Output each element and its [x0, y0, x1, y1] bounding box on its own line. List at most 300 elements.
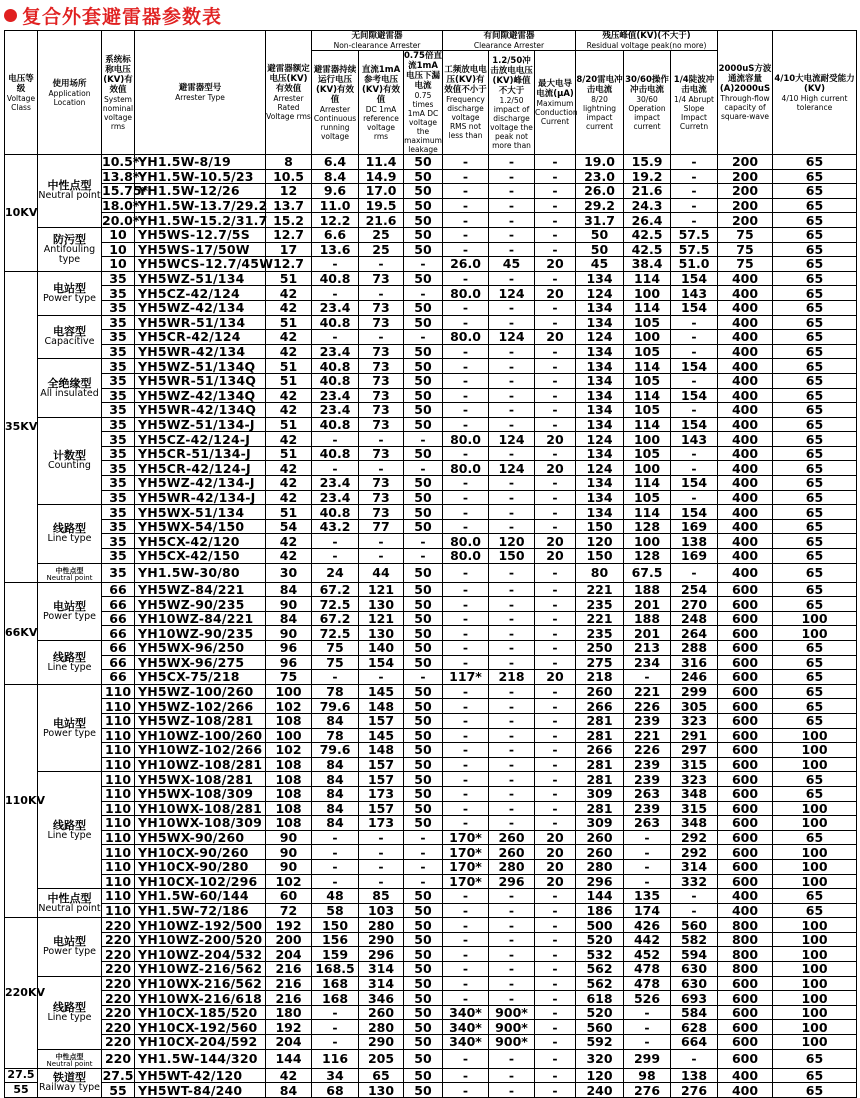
mcov-cell: 24: [312, 563, 359, 582]
operation-cell: -: [624, 859, 671, 874]
operation-cell: 426: [624, 918, 671, 933]
system-voltage-cell: 35: [102, 388, 135, 403]
leakage-cell: 50: [404, 315, 443, 330]
impulse-discharge-cell: -: [489, 169, 535, 184]
high-current-cell: 100: [773, 801, 857, 816]
table-row: [5, 947, 857, 962]
arrester-type-cell: YH5WS-17/50W: [135, 242, 266, 257]
power-freq-cell: 26.0: [443, 257, 489, 272]
impulse-discharge-cell: 280: [489, 859, 535, 874]
arrester-type-cell: YH5WZ-51/134-J: [135, 417, 266, 432]
power-freq-cell: 170*: [443, 830, 489, 845]
high-current-cell: 65: [773, 597, 857, 612]
rated-voltage-cell: 42: [266, 1068, 312, 1083]
header-system-voltage: 系统标称电压(KV)有效值 System nominal voltage rms: [102, 31, 135, 155]
operation-cell: 114: [624, 271, 671, 286]
arrester-type-cell: YH10WZ-100/260: [135, 728, 266, 743]
voltage-class-cell: 55: [5, 1083, 38, 1098]
arrester-type-cell: YH5WZ-51/134Q: [135, 359, 266, 374]
operation-cell: 114: [624, 505, 671, 520]
conduction-cell: -: [535, 242, 576, 257]
conduction-cell: -: [535, 626, 576, 641]
table-row: [5, 227, 857, 242]
impulse-discharge-cell: -: [489, 728, 535, 743]
voltage-class-cell: 220KV: [5, 918, 38, 1068]
rated-voltage-cell: 12.7: [266, 257, 312, 272]
impulse-discharge-cell: 260: [489, 845, 535, 860]
high-current-cell: 65: [773, 830, 857, 845]
operation-cell: 263: [624, 786, 671, 801]
square-wave-cell: 600: [718, 801, 773, 816]
operation-cell: 26.4: [624, 213, 671, 228]
rated-voltage-cell: 216: [266, 991, 312, 1006]
header-dc1ma: 直流1mA参考电压(KV)有效值 DC 1mA reference voltage rms: [359, 51, 404, 155]
conduction-cell: -: [535, 932, 576, 947]
dc1ma-cell: 73: [359, 359, 404, 374]
lightning-cell: 120: [576, 534, 624, 549]
rated-voltage-cell: 108: [266, 772, 312, 787]
operation-cell: -: [624, 670, 671, 685]
steep-cell: 315: [671, 757, 718, 772]
mcov-cell: 40.8: [312, 417, 359, 432]
square-wave-cell: 400: [718, 446, 773, 461]
leakage-cell: 50: [404, 1068, 443, 1083]
conduction-cell: -: [535, 582, 576, 597]
impulse-discharge-cell: 124: [489, 461, 535, 476]
rated-voltage-cell: 84: [266, 582, 312, 597]
mcov-cell: 78: [312, 728, 359, 743]
leakage-cell: 50: [404, 743, 443, 758]
mcov-cell: 79.6: [312, 699, 359, 714]
system-voltage-cell: 35: [102, 373, 135, 388]
lightning-cell: 235: [576, 597, 624, 612]
power-freq-cell: 117*: [443, 670, 489, 685]
impulse-discharge-cell: -: [489, 446, 535, 461]
dc1ma-cell: 290: [359, 932, 404, 947]
system-voltage-cell: 35: [102, 330, 135, 345]
conduction-cell: -: [535, 388, 576, 403]
power-freq-cell: -: [443, 490, 489, 505]
high-current-cell: 100: [773, 611, 857, 626]
rated-voltage-cell: 42: [266, 403, 312, 418]
impulse-discharge-cell: -: [489, 519, 535, 534]
conduction-cell: -: [535, 655, 576, 670]
dc1ma-cell: 65: [359, 1068, 404, 1083]
table-row: [5, 976, 857, 991]
lightning-cell: 260: [576, 684, 624, 699]
square-wave-cell: 600: [718, 1035, 773, 1050]
mcov-cell: 150: [312, 918, 359, 933]
rated-voltage-cell: 108: [266, 786, 312, 801]
high-current-cell: 100: [773, 947, 857, 962]
rated-voltage-cell: 75: [266, 670, 312, 685]
steep-cell: 154: [671, 359, 718, 374]
arrester-type-cell: YH5WT-84/240: [135, 1083, 266, 1098]
steep-cell: 299: [671, 684, 718, 699]
arrester-type-cell: YH5WZ-102/266: [135, 699, 266, 714]
steep-cell: -: [671, 169, 718, 184]
steep-cell: 630: [671, 976, 718, 991]
power-freq-cell: 80.0: [443, 461, 489, 476]
system-voltage-cell: 110: [102, 889, 135, 904]
conduction-cell: 20: [535, 432, 576, 447]
table-row: [5, 155, 857, 170]
mcov-cell: -: [312, 1035, 359, 1050]
arrester-type-cell: YH10WX-216/618: [135, 991, 266, 1006]
conduction-cell: -: [535, 641, 576, 656]
square-wave-cell: 400: [718, 330, 773, 345]
mcov-cell: 9.6: [312, 184, 359, 199]
leakage-cell: 50: [404, 816, 443, 831]
high-current-cell: 100: [773, 845, 857, 860]
lightning-cell: 218: [576, 670, 624, 685]
rated-voltage-cell: 108: [266, 713, 312, 728]
power-freq-cell: -: [443, 1049, 489, 1068]
operation-cell: 100: [624, 461, 671, 476]
square-wave-cell: 600: [718, 1020, 773, 1035]
conduction-cell: -: [535, 1035, 576, 1050]
lightning-cell: 134: [576, 300, 624, 315]
header-power-freq: 工频放电电压(KV)有效值不小于 Frequency discharge voltage RMS not less than: [443, 51, 489, 155]
power-freq-cell: -: [443, 476, 489, 491]
lightning-cell: 134: [576, 315, 624, 330]
mcov-cell: 40.8: [312, 271, 359, 286]
operation-cell: 226: [624, 743, 671, 758]
location-cell: [38, 505, 102, 563]
square-wave-cell: 600: [718, 597, 773, 612]
conduction-cell: -: [535, 213, 576, 228]
table-row: [5, 713, 857, 728]
system-voltage-cell: 220: [102, 1035, 135, 1050]
lightning-cell: 186: [576, 903, 624, 918]
impulse-discharge-cell: 124: [489, 432, 535, 447]
impulse-discharge-cell: 45: [489, 257, 535, 272]
table-row: [5, 772, 857, 787]
system-voltage-cell: 66: [102, 670, 135, 685]
leakage-cell: 50: [404, 641, 443, 656]
dc1ma-cell: 130: [359, 597, 404, 612]
leakage-cell: 50: [404, 918, 443, 933]
leakage-cell: 50: [404, 932, 443, 947]
square-wave-cell: 400: [718, 359, 773, 374]
conduction-cell: -: [535, 505, 576, 520]
dc1ma-cell: 103: [359, 903, 404, 918]
lightning-cell: 221: [576, 582, 624, 597]
location-zh: 线路型: [53, 650, 86, 664]
lightning-cell: 562: [576, 976, 624, 991]
square-wave-cell: 600: [718, 830, 773, 845]
lightning-cell: 240: [576, 1083, 624, 1098]
table-row: [5, 582, 857, 597]
arrester-type-cell: YH10CX-185/520: [135, 1005, 266, 1020]
table-row: [5, 786, 857, 801]
leakage-cell: -: [404, 286, 443, 301]
arrester-type-cell: YH5WZ-42/134: [135, 300, 266, 315]
rated-voltage-cell: 84: [266, 1083, 312, 1098]
mcov-cell: 13.6: [312, 242, 359, 257]
square-wave-cell: 400: [718, 563, 773, 582]
table-row: [5, 184, 857, 199]
lightning-cell: 309: [576, 786, 624, 801]
mcov-cell: 11.0: [312, 198, 359, 213]
steep-cell: 57.5: [671, 227, 718, 242]
header-mcov: 避雷器持续运行电压(KV)有效值 Arrester Continuous running voltage: [312, 51, 359, 155]
location-zh: 中性点型: [47, 179, 92, 193]
rated-voltage-cell: 96: [266, 641, 312, 656]
conduction-cell: -: [535, 359, 576, 374]
conduction-cell: -: [535, 947, 576, 962]
lightning-cell: 560: [576, 1020, 624, 1035]
dc1ma-cell: 11.4: [359, 155, 404, 170]
conduction-cell: -: [535, 446, 576, 461]
leakage-cell: 50: [404, 155, 443, 170]
rated-voltage-cell: 180: [266, 1005, 312, 1020]
mcov-cell: 168.5: [312, 962, 359, 977]
mcov-cell: -: [312, 845, 359, 860]
power-freq-cell: 340*: [443, 1020, 489, 1035]
high-current-cell: 65: [773, 582, 857, 597]
system-voltage-cell: 35: [102, 417, 135, 432]
dc1ma-cell: 346: [359, 991, 404, 1006]
lightning-cell: 144: [576, 889, 624, 904]
lightning-cell: 266: [576, 699, 624, 714]
leakage-cell: 50: [404, 169, 443, 184]
table-row: [5, 198, 857, 213]
conduction-cell: -: [535, 300, 576, 315]
conduction-cell: -: [535, 889, 576, 904]
steep-cell: 143: [671, 286, 718, 301]
power-freq-cell: -: [443, 641, 489, 656]
mcov-cell: 23.4: [312, 476, 359, 491]
header-rated-voltage: 避雷器额定电压(KV)有效值 Arrester Rated Voltage rms: [266, 31, 312, 155]
system-voltage-cell: 35: [102, 359, 135, 374]
high-current-cell: 65: [773, 446, 857, 461]
conduction-cell: -: [535, 198, 576, 213]
rated-voltage-cell: 51: [266, 446, 312, 461]
conduction-cell: -: [535, 918, 576, 933]
impulse-discharge-cell: 900*: [489, 1020, 535, 1035]
square-wave-cell: 400: [718, 344, 773, 359]
header-impulse-discharge: 1.2/50冲击放电电压(KV)峰值不大于 1.2/50 impact of discharge voltage the peak not more than: [489, 51, 535, 155]
arrester-type-cell: YH1.5W-60/144: [135, 889, 266, 904]
arrester-type-cell: YH5WX-96/275: [135, 655, 266, 670]
arrester-type-cell: YH1.5W-12/26: [135, 184, 266, 199]
dc1ma-cell: 157: [359, 713, 404, 728]
table-row: [5, 962, 857, 977]
conduction-cell: -: [535, 757, 576, 772]
location-cell: [38, 772, 102, 889]
conduction-cell: -: [535, 403, 576, 418]
table-row: [5, 169, 857, 184]
square-wave-cell: 400: [718, 534, 773, 549]
square-wave-cell: 200: [718, 213, 773, 228]
rated-voltage-cell: 51: [266, 417, 312, 432]
arrester-type-cell: YH5WZ-100/260: [135, 684, 266, 699]
rated-voltage-cell: 100: [266, 684, 312, 699]
steep-cell: 594: [671, 947, 718, 962]
dc1ma-cell: 73: [359, 388, 404, 403]
high-current-cell: 65: [773, 1068, 857, 1083]
arrester-type-cell: YH10WZ-192/500: [135, 918, 266, 933]
table-row: [5, 655, 857, 670]
power-freq-cell: -: [443, 976, 489, 991]
rated-voltage-cell: 13.7: [266, 198, 312, 213]
system-voltage-cell: 35: [102, 534, 135, 549]
leakage-cell: 50: [404, 889, 443, 904]
rated-voltage-cell: 100: [266, 728, 312, 743]
impulse-discharge-cell: -: [489, 582, 535, 597]
arrester-type-cell: YH5WZ-51/134: [135, 271, 266, 286]
location-zh: 计数型: [53, 449, 86, 463]
mcov-cell: 159: [312, 947, 359, 962]
table-row: [5, 271, 857, 286]
rated-voltage-cell: 90: [266, 845, 312, 860]
square-wave-cell: 600: [718, 845, 773, 860]
leakage-cell: 50: [404, 490, 443, 505]
lightning-cell: 134: [576, 373, 624, 388]
table-row: [5, 1005, 857, 1020]
lightning-cell: 150: [576, 519, 624, 534]
square-wave-cell: 75: [718, 242, 773, 257]
location-zh: 线路型: [53, 818, 86, 832]
impulse-discharge-cell: -: [489, 490, 535, 505]
voltage-class-cell: 66KV: [5, 582, 38, 684]
high-current-cell: 65: [773, 271, 857, 286]
table-row: [5, 1020, 857, 1035]
mcov-cell: 156: [312, 932, 359, 947]
arrester-type-cell: YH10WZ-216/562: [135, 962, 266, 977]
operation-cell: -: [624, 1005, 671, 1020]
conduction-cell: 20: [535, 534, 576, 549]
rated-voltage-cell: 42: [266, 549, 312, 564]
arrester-type-cell: YH10WZ-204/532: [135, 947, 266, 962]
dc1ma-cell: 205: [359, 1049, 404, 1068]
arrester-type-cell: YH5WZ-42/134Q: [135, 388, 266, 403]
operation-cell: -: [624, 1035, 671, 1050]
location-cell: [38, 417, 102, 505]
table-row: [5, 830, 857, 845]
rated-voltage-cell: 144: [266, 1049, 312, 1068]
high-current-cell: 65: [773, 549, 857, 564]
conduction-cell: 20: [535, 461, 576, 476]
system-voltage-cell: 110: [102, 728, 135, 743]
table-row: [5, 490, 857, 505]
leakage-cell: 50: [404, 1035, 443, 1050]
dc1ma-cell: -: [359, 286, 404, 301]
system-voltage-cell: 110: [102, 830, 135, 845]
rated-voltage-cell: 42: [266, 388, 312, 403]
leakage-cell: 50: [404, 655, 443, 670]
high-current-cell: 65: [773, 684, 857, 699]
header-residual: 残压峰值(KV)(不大于) Residual voltage peak(no more): [576, 31, 718, 51]
square-wave-cell: 600: [718, 874, 773, 889]
conduction-cell: 20: [535, 257, 576, 272]
dc1ma-cell: 73: [359, 344, 404, 359]
operation-cell: 263: [624, 816, 671, 831]
impulse-discharge-cell: -: [489, 1083, 535, 1098]
leakage-cell: 50: [404, 1083, 443, 1098]
steep-cell: -: [671, 889, 718, 904]
arrester-type-cell: YH5CR-42/124-J: [135, 461, 266, 476]
power-freq-cell: 80.0: [443, 534, 489, 549]
high-current-cell: 100: [773, 976, 857, 991]
rated-voltage-cell: 42: [266, 344, 312, 359]
operation-cell: 100: [624, 286, 671, 301]
rated-voltage-cell: 96: [266, 655, 312, 670]
location-cell: [38, 315, 102, 359]
system-voltage-cell: 66: [102, 582, 135, 597]
location-zh: 线路型: [53, 1001, 86, 1015]
lightning-cell: 80: [576, 563, 624, 582]
square-wave-cell: 400: [718, 432, 773, 447]
square-wave-cell: 800: [718, 947, 773, 962]
arrester-type-cell: YH5CR-42/124: [135, 330, 266, 345]
power-freq-cell: -: [443, 184, 489, 199]
mcov-cell: 58: [312, 903, 359, 918]
power-freq-cell: -: [443, 728, 489, 743]
high-current-cell: 65: [773, 388, 857, 403]
location-zh: 全绝缘型: [47, 376, 92, 390]
dc1ma-cell: -: [359, 330, 404, 345]
power-freq-cell: -: [443, 684, 489, 699]
dc1ma-cell: 130: [359, 1083, 404, 1098]
location-en: Counting: [48, 460, 91, 472]
leakage-cell: 50: [404, 242, 443, 257]
operation-cell: -: [624, 845, 671, 860]
high-current-cell: 65: [773, 300, 857, 315]
steep-cell: 584: [671, 1005, 718, 1020]
table-row: [5, 315, 857, 330]
location-cell: [38, 359, 102, 417]
square-wave-cell: 400: [718, 417, 773, 432]
table-row: [5, 1068, 857, 1083]
system-voltage-cell: 18.0*: [102, 198, 140, 214]
rated-voltage-cell: 42: [266, 286, 312, 301]
operation-cell: 239: [624, 713, 671, 728]
dc1ma-cell: 25: [359, 227, 404, 242]
operation-cell: 38.4: [624, 257, 671, 272]
impulse-discharge-cell: -: [489, 271, 535, 286]
power-freq-cell: -: [443, 816, 489, 831]
location-zh: 电站型: [53, 281, 86, 295]
mcov-cell: 116: [312, 1049, 359, 1068]
power-freq-cell: -: [443, 918, 489, 933]
impulse-discharge-cell: -: [489, 699, 535, 714]
conduction-cell: -: [535, 597, 576, 612]
mcov-cell: 67.2: [312, 582, 359, 597]
arrester-type-cell: YH5WX-51/134: [135, 505, 266, 520]
dc1ma-cell: 157: [359, 772, 404, 787]
location-zh: 电站型: [53, 935, 86, 949]
dc1ma-cell: 154: [359, 655, 404, 670]
system-voltage-cell: 220: [102, 1020, 135, 1035]
header-steep: 1/4陡波冲击电流 1/4 Abrupt Slope Impact Curretn: [671, 51, 718, 155]
lightning-cell: 235: [576, 626, 624, 641]
leakage-cell: 50: [404, 728, 443, 743]
high-current-cell: 65: [773, 403, 857, 418]
rated-voltage-cell: 84: [266, 611, 312, 626]
system-voltage-cell: 35: [102, 476, 135, 491]
arrester-type-cell: YH5WX-54/150: [135, 519, 266, 534]
arrester-type-cell: YH5WR-42/134: [135, 344, 266, 359]
square-wave-cell: 800: [718, 932, 773, 947]
high-current-cell: 65: [773, 641, 857, 656]
location-cell: [38, 976, 102, 1049]
steep-cell: 154: [671, 505, 718, 520]
square-wave-cell: 400: [718, 300, 773, 315]
leakage-cell: 50: [404, 713, 443, 728]
leakage-cell: 50: [404, 991, 443, 1006]
